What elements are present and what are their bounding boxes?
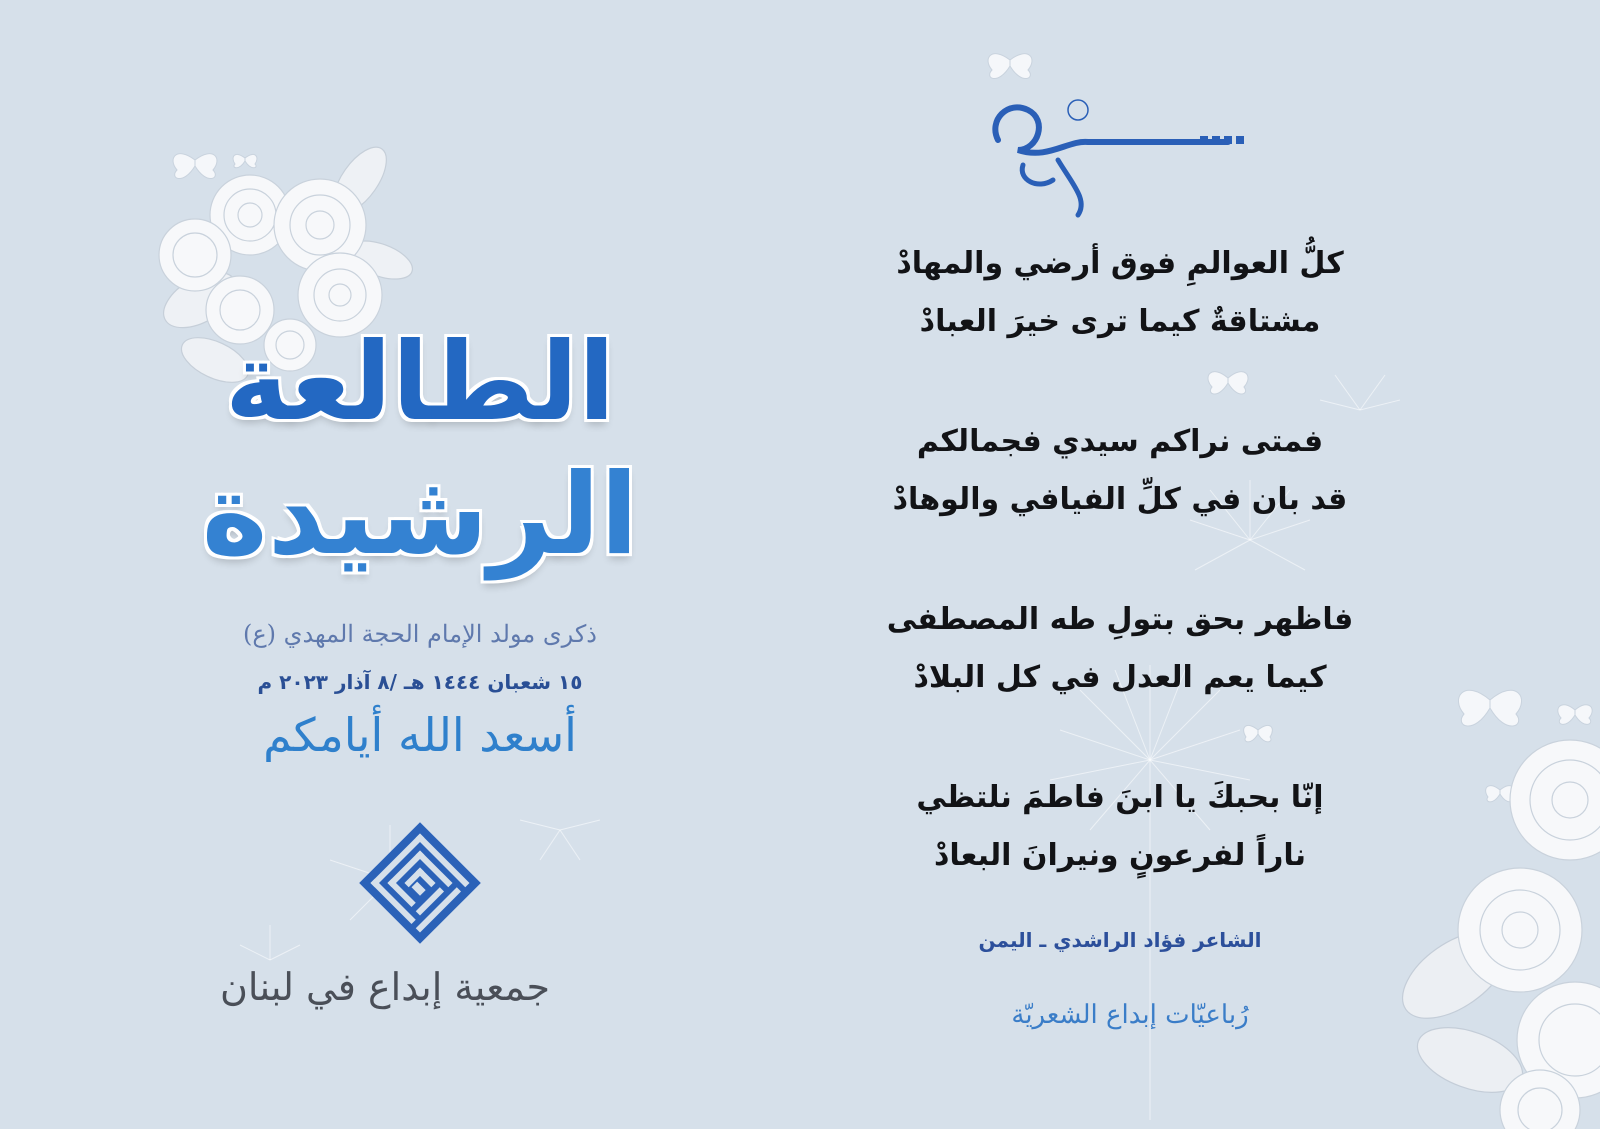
poem <box>880 235 1360 947</box>
poem-stanza <box>880 235 1360 351</box>
poem-verse: فمتى نراكم سيدي فجمالكم <box>916 424 1324 459</box>
poem-verse: مشتاقةٌ كيما ترى خيرَ العبادْ <box>919 304 1321 339</box>
title-line-1: الطالعة <box>224 320 616 445</box>
poem-verse: إنّا بحبكَ يا ابنَ فاطمَ نلتظي <box>916 780 1324 815</box>
poem-verse: كيما يعم العدل في كل البلادْ <box>913 660 1327 695</box>
butterfly-icon <box>173 154 217 179</box>
greeting-calligraphy: أسعد الله أيامكم <box>263 708 577 762</box>
poem-verse: ناراً لفرعونٍ ونيرانَ البعادْ <box>934 838 1306 873</box>
occasion-text: ذكرى مولد الإمام الحجة المهدي (ع) <box>242 620 597 648</box>
butterfly-icon <box>233 154 257 167</box>
butterfly-icon <box>1458 690 1521 726</box>
date-text: ١٥ شعبان ١٤٤٤ هـ /٨ آذار ٢٠٢٣ م <box>257 670 583 694</box>
title-line-2: الرشيدة <box>201 450 639 580</box>
poem-stanza <box>880 413 1360 529</box>
series-title: رُباعيّات إبداع الشعريّة <box>1011 1000 1249 1030</box>
kufic-square-emblem-icon <box>355 818 485 948</box>
poet-name: الشاعر فؤاد الراشدي ـ اليمن <box>978 928 1262 952</box>
title-calligraphy <box>175 250 665 610</box>
poem-verse: فاظهر بحق بتولِ طه المصطفى <box>886 602 1354 637</box>
poem-verse: قد بان في كلِّ الفيافي والوهادْ <box>892 482 1348 517</box>
mahdi-calligraphy-logo <box>978 90 1278 220</box>
butterfly-icon <box>988 54 1032 79</box>
poem-verse: كلُّ العوالمِ فوق أرضي والمهادْ <box>896 246 1344 281</box>
poem-stanza <box>880 591 1360 707</box>
butterfly-icon <box>1558 705 1592 725</box>
association-logo: جمعية إبداع في لبنان <box>219 965 550 1009</box>
poem-stanza <box>880 769 1360 885</box>
